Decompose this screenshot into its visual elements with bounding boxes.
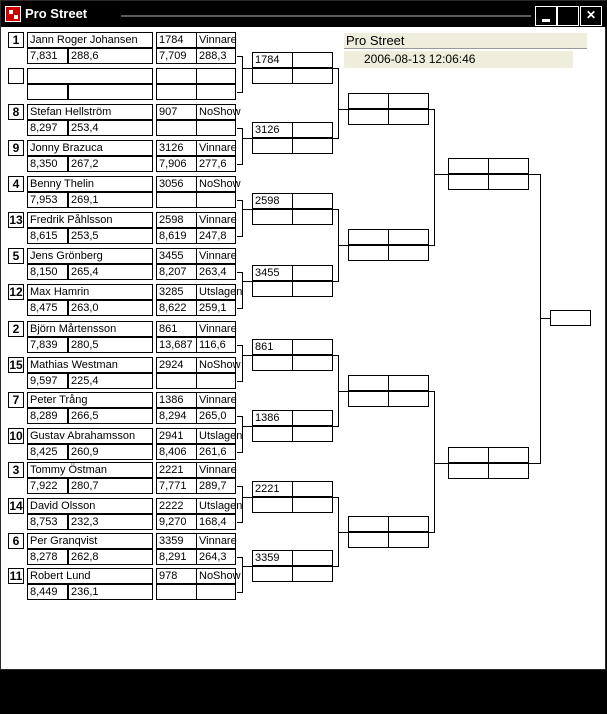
race-id: 3455	[156, 248, 197, 264]
race-id: 1784	[156, 32, 197, 48]
qualifying-et: 8,753	[27, 514, 68, 530]
qualifying-et: 8,449	[27, 584, 68, 600]
round4-empty	[488, 174, 529, 190]
minimize-button[interactable]	[535, 6, 557, 26]
round3-empty	[388, 516, 429, 532]
qualifying-speed: 266,5	[68, 408, 153, 424]
bracket-line	[242, 281, 252, 282]
driver-name[interactable]: Per Granqvist	[27, 533, 153, 549]
round4-empty	[488, 463, 529, 479]
round2-id: 3359	[252, 550, 293, 566]
race-result: Vinnare	[196, 32, 236, 48]
round3-empty	[388, 375, 429, 391]
race-id: 1386	[156, 392, 197, 408]
round2-empty	[292, 281, 333, 297]
qualifying-speed: 267,2	[68, 156, 153, 172]
race-et	[156, 373, 197, 389]
seed-number: 13	[9, 213, 23, 227]
round2-empty	[292, 550, 333, 566]
bracket-line	[338, 532, 348, 533]
race-result: Vinnare	[196, 533, 236, 549]
driver-name[interactable]: David Olsson	[27, 498, 153, 514]
seed-number: 2	[8, 321, 24, 337]
round3-empty	[388, 109, 429, 125]
minimize-icon	[542, 19, 550, 22]
qualifying-speed: 225,4	[68, 373, 153, 389]
race-id: 2221	[156, 462, 197, 478]
round2-empty	[292, 426, 333, 442]
round2-empty	[292, 566, 333, 582]
bracket-line	[338, 109, 348, 110]
race-result: NoShow	[196, 104, 236, 120]
bracket-line	[242, 272, 243, 309]
round2-id: 861	[252, 339, 293, 355]
round2-empty	[292, 68, 333, 84]
bracket-line	[242, 138, 252, 139]
driver-name[interactable]: Max Hamrin	[27, 284, 153, 300]
round2-empty	[292, 265, 333, 281]
seed-number: 14	[9, 499, 23, 513]
race-speed: 116,6	[196, 337, 236, 353]
race-et: 13,687	[156, 337, 197, 353]
race-et: 8,294	[156, 408, 197, 424]
qualifying-speed: 269,1	[68, 192, 153, 208]
round3-slot	[348, 516, 389, 532]
round4-empty	[488, 158, 529, 174]
bracket-line	[242, 345, 243, 382]
seed-number: 8	[8, 104, 24, 120]
driver-name[interactable]: Benny Thelin	[27, 176, 153, 192]
race-id: 2222	[156, 498, 197, 514]
bracket-line	[540, 174, 541, 464]
race-id: 3285	[156, 284, 197, 300]
round2-empty	[292, 410, 333, 426]
round4-empty	[448, 463, 489, 479]
race-et	[156, 84, 197, 100]
race-id: 3126	[156, 140, 197, 156]
round2-empty	[252, 138, 293, 154]
race-id: 2941	[156, 428, 197, 444]
qualifying-et: 7,953	[27, 192, 68, 208]
bracket-line	[434, 391, 435, 533]
round2-empty	[252, 426, 293, 442]
qualifying-speed: 253,4	[68, 120, 153, 136]
round2-id: 1386	[252, 410, 293, 426]
seed-number: 3	[8, 462, 24, 478]
bracket-line	[242, 486, 243, 523]
race-result: Utslagen	[196, 498, 236, 514]
race-result	[196, 68, 236, 84]
title-bar[interactable]	[1, 1, 607, 27]
round2-empty	[292, 138, 333, 154]
close-button[interactable]: ✕	[580, 6, 602, 26]
bracket-line	[242, 426, 252, 427]
qualifying-et: 8,150	[27, 264, 68, 280]
title-bar-line	[121, 15, 531, 17]
qualifying-et: 7,922	[27, 478, 68, 494]
maximize-button[interactable]	[557, 6, 579, 26]
race-et: 7,709	[156, 48, 197, 64]
event-title: Pro Street	[344, 33, 587, 49]
qualifying-speed: 260,9	[68, 444, 153, 460]
round3-empty	[348, 109, 389, 125]
race-et: 7,771	[156, 478, 197, 494]
bracket-line	[242, 209, 252, 210]
driver-name[interactable]: Robert Lund	[27, 568, 153, 584]
qualifying-speed: 262,8	[68, 549, 153, 565]
qualifying-speed: 232,3	[68, 514, 153, 530]
bracket-line	[540, 318, 550, 319]
round3-slot	[348, 93, 389, 109]
race-id: 3359	[156, 533, 197, 549]
round3-slot	[348, 375, 389, 391]
race-id: 907	[156, 104, 197, 120]
race-speed	[196, 373, 236, 389]
race-speed: 289,7	[196, 478, 236, 494]
round3-empty	[348, 532, 389, 548]
race-et	[156, 120, 197, 136]
race-id: 861	[156, 321, 197, 337]
qualifying-et: 8,350	[27, 156, 68, 172]
round2-empty	[292, 481, 333, 497]
race-et: 8,622	[156, 300, 197, 316]
bracket-line	[242, 56, 243, 93]
qualifying-et: 9,597	[27, 373, 68, 389]
race-result: Utslagen	[196, 284, 236, 300]
round4-slot	[448, 158, 489, 174]
race-et	[156, 192, 197, 208]
qualifying-speed: 265,4	[68, 264, 153, 280]
round2-empty	[252, 209, 293, 225]
bracket-line	[242, 557, 243, 593]
race-speed	[196, 584, 236, 600]
race-result: Vinnare	[196, 392, 236, 408]
qualifying-speed: 236,1	[68, 584, 153, 600]
round3-empty	[388, 532, 429, 548]
race-result: Vinnare	[196, 462, 236, 478]
race-speed: 264,3	[196, 549, 236, 565]
bracket-line	[242, 128, 243, 165]
race-result: Vinnare	[196, 212, 236, 228]
driver-name[interactable]: Björn Mårtensson	[27, 321, 153, 337]
race-speed	[196, 120, 236, 136]
bracket-line	[242, 416, 243, 453]
round2-empty	[252, 566, 293, 582]
race-speed: 261,6	[196, 444, 236, 460]
driver-name[interactable]: Gustav Abrahamsson	[27, 428, 153, 444]
event-datetime: 2006-08-13 12:06:46	[344, 51, 573, 68]
race-speed: 263,4	[196, 264, 236, 280]
qualifying-et: 7,831	[27, 48, 68, 64]
race-speed: 288,3	[196, 48, 236, 64]
bracket-line	[338, 245, 348, 246]
round2-empty	[292, 122, 333, 138]
driver-name[interactable]: Stefan Hellström	[27, 104, 153, 120]
race-et	[156, 584, 197, 600]
qualifying-et: 8,289	[27, 408, 68, 424]
race-result: Vinnare	[196, 248, 236, 264]
bracket-line	[242, 68, 252, 69]
qualifying-speed: 253,5	[68, 228, 153, 244]
round2-empty	[292, 52, 333, 68]
race-et: 9,270	[156, 514, 197, 530]
race-id	[156, 68, 197, 84]
race-id: 2924	[156, 357, 197, 373]
race-result: Vinnare	[196, 321, 236, 337]
seed-number: 1	[8, 32, 24, 48]
bracket-line	[338, 391, 348, 392]
driver-name[interactable]: Jens Grönberg	[27, 248, 153, 264]
round2-empty	[292, 193, 333, 209]
race-id: 978	[156, 568, 197, 584]
seed-number: 5	[8, 248, 24, 264]
round2-empty	[292, 209, 333, 225]
race-et: 8,406	[156, 444, 197, 460]
bracket-line	[434, 463, 448, 464]
seed-number: 15	[9, 358, 23, 372]
seed-number: 12	[9, 285, 23, 299]
race-et: 8,619	[156, 228, 197, 244]
bracket-line	[242, 566, 252, 567]
driver-name[interactable]: Jonny Brazuca	[27, 140, 153, 156]
round2-id: 3126	[252, 122, 293, 138]
bracket-line	[242, 497, 252, 498]
round2-id: 2221	[252, 481, 293, 497]
bracket-line	[434, 174, 448, 175]
qualifying-et	[27, 84, 68, 100]
race-et: 7,906	[156, 156, 197, 172]
race-id: 2598	[156, 212, 197, 228]
bracket-line	[434, 109, 435, 246]
driver-name[interactable]: Fredrik Påhlsson	[27, 212, 153, 228]
round4-empty	[488, 447, 529, 463]
round2-empty	[252, 355, 293, 371]
qualifying-et: 8,425	[27, 444, 68, 460]
driver-name[interactable]: Jann Roger Johansen	[27, 32, 153, 48]
qualifying-speed: 263,0	[68, 300, 153, 316]
taskbar-area	[0, 670, 606, 714]
qualifying-speed: 288,6	[68, 48, 153, 64]
qualifying-et: 8,475	[27, 300, 68, 316]
qualifying-speed: 280,7	[68, 478, 153, 494]
race-speed: 259,1	[196, 300, 236, 316]
seed-number: 6	[8, 533, 24, 549]
round2-empty	[252, 281, 293, 297]
round3-empty	[348, 245, 389, 261]
seed-number: 10	[9, 429, 23, 443]
driver-name[interactable]	[27, 68, 153, 84]
race-speed	[196, 84, 236, 100]
qualifying-speed: 280,5	[68, 337, 153, 353]
round4-empty	[448, 174, 489, 190]
seed-number: 7	[8, 392, 24, 408]
window-title: Pro Street	[25, 6, 88, 21]
bracket-line	[242, 355, 252, 356]
race-speed: 247,8	[196, 228, 236, 244]
race-speed	[196, 192, 236, 208]
race-result: NoShow	[196, 568, 236, 584]
round4-slot	[448, 447, 489, 463]
final-slot	[550, 310, 591, 326]
race-result: Vinnare	[196, 140, 236, 156]
round3-empty	[348, 391, 389, 407]
round3-empty	[388, 229, 429, 245]
qualifying-et: 8,278	[27, 549, 68, 565]
race-speed: 265,0	[196, 408, 236, 424]
race-result: NoShow	[196, 176, 236, 192]
race-et: 8,207	[156, 264, 197, 280]
round2-empty	[252, 68, 293, 84]
race-result: Utslagen	[196, 428, 236, 444]
seed-number	[8, 68, 24, 84]
race-et: 8,291	[156, 549, 197, 565]
round2-id: 2598	[252, 193, 293, 209]
seed-number: 9	[8, 140, 24, 156]
race-speed: 277,6	[196, 156, 236, 172]
round3-empty	[388, 391, 429, 407]
round2-empty	[292, 497, 333, 513]
seed-number: 4	[8, 176, 24, 192]
qualifying-et: 8,297	[27, 120, 68, 136]
qualifying-et: 8,615	[27, 228, 68, 244]
round3-slot	[348, 229, 389, 245]
race-id: 3056	[156, 176, 197, 192]
round2-empty	[252, 497, 293, 513]
round3-empty	[388, 93, 429, 109]
bracket-line	[338, 68, 339, 139]
round3-empty	[388, 245, 429, 261]
race-result: NoShow	[196, 357, 236, 373]
round2-empty	[292, 355, 333, 371]
round2-empty	[292, 339, 333, 355]
round2-id: 3455	[252, 265, 293, 281]
bracket-line	[242, 200, 243, 237]
driver-name[interactable]: Tommy Östman	[27, 462, 153, 478]
driver-name[interactable]: Peter Trång	[27, 392, 153, 408]
qualifying-et: 7,839	[27, 337, 68, 353]
race-speed: 168,4	[196, 514, 236, 530]
app-icon[interactable]	[5, 6, 21, 22]
driver-name[interactable]: Mathias Westman	[27, 357, 153, 373]
qualifying-speed	[68, 84, 153, 100]
round2-id: 1784	[252, 52, 293, 68]
seed-number: 11	[9, 569, 23, 583]
